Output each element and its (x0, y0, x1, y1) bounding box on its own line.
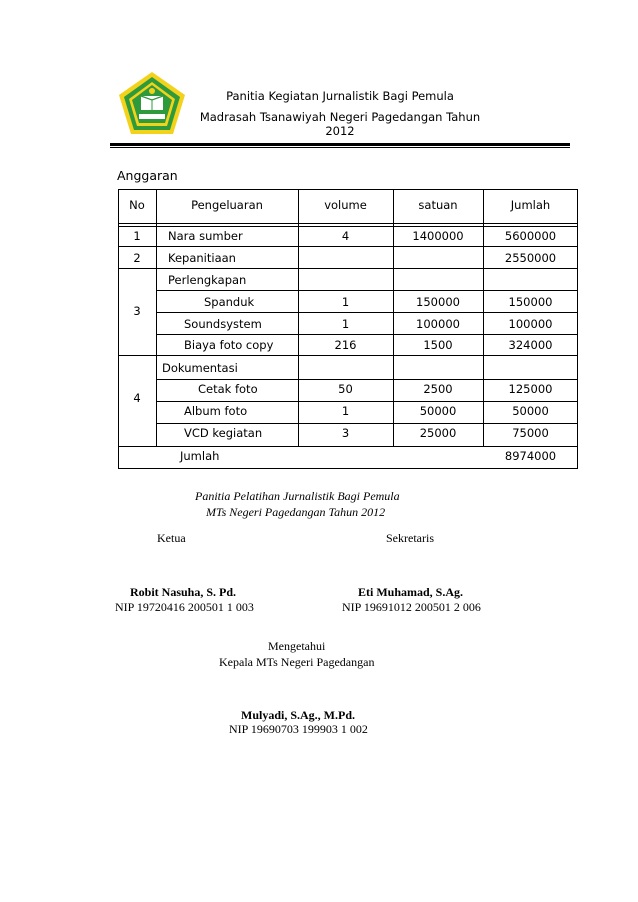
sekretaris-nip: NIP 19691012 200501 2 006 (342, 600, 481, 614)
ketua-name: Robit Nasuha, S. Pd. (130, 585, 237, 599)
row-line (156, 401, 578, 402)
group-label: Perlengkapan (168, 273, 247, 287)
header-volume: volume (324, 198, 367, 212)
table-row-satuan: 2500 (423, 382, 453, 396)
table-row-satuan: 150000 (416, 295, 460, 309)
table-row-jumlah: 125000 (508, 382, 553, 396)
table-row-item: Spanduk (204, 295, 255, 309)
table-row-satuan: 25000 (419, 426, 457, 440)
row-line (156, 379, 578, 380)
table-border-top (118, 189, 578, 190)
header-subtitle: Madrasah Tsanawiyah Negeri Pagedangan Tahun 2012 (199, 110, 481, 138)
col-divider-no (156, 189, 157, 447)
row-line (118, 246, 578, 247)
group-no: 3 (133, 304, 141, 318)
header-satuan: satuan (418, 198, 458, 212)
kepala-nip: NIP 19690703 199903 1 002 (229, 722, 368, 736)
header-rule-thin (110, 147, 570, 148)
row-line (156, 312, 578, 313)
header-divider-2 (118, 226, 578, 227)
table-row-item: Nara sumber (168, 229, 243, 243)
kepala-name: Mulyadi, S.Ag., M.Pd. (241, 708, 356, 722)
total-value: 8974000 (504, 449, 557, 463)
header-title: Panitia Kegiatan Jurnalistik Bagi Pemula (226, 89, 454, 103)
ketua-nip: NIP 19720416 200501 1 003 (115, 600, 254, 614)
header-no: No (129, 198, 145, 212)
table-row-volume: 1 (341, 295, 350, 309)
table-row-satuan: 1500 (423, 338, 453, 352)
table-row-jumlah: 75000 (512, 426, 549, 440)
table-row-satuan: 100000 (416, 317, 460, 331)
budget-table (118, 189, 578, 469)
row-line (156, 290, 578, 291)
row-line (118, 268, 578, 269)
table-row-volume: 50 (338, 382, 353, 396)
committee-line2: MTs Negeri Pagedangan Tahun 2012 (206, 505, 386, 519)
row-line (156, 423, 578, 424)
ketua-role: Ketua (157, 531, 186, 545)
table-row-jumlah: 324000 (508, 338, 553, 352)
table-row-jumlah: 100000 (508, 317, 553, 331)
group-no: 4 (133, 391, 141, 405)
mengetahui-label: Mengetahui (268, 639, 326, 653)
table-border-bottom (118, 468, 578, 469)
table-row-satuan: 1400000 (412, 229, 464, 243)
table-row-item: Biaya foto copy (184, 338, 274, 352)
row-line (118, 446, 578, 447)
table-row-item: Soundsystem (184, 317, 262, 331)
table-row-item: Album foto (184, 404, 248, 418)
section-title: Anggaran (117, 168, 178, 183)
table-row-jumlah: 5600000 (504, 229, 557, 243)
kepala-title: Kepala MTs Negeri Pagedangan (219, 655, 375, 669)
table-row-volume: 3 (341, 426, 350, 440)
table-row-no: 2 (133, 251, 141, 265)
table-row-volume: 4 (341, 229, 350, 243)
header-divider (118, 223, 578, 224)
table-row-satuan: 50000 (419, 404, 457, 418)
row-line (156, 334, 578, 335)
header-pengeluaran: Pengeluaran (191, 198, 263, 212)
table-row-no: 1 (133, 229, 141, 243)
sekretaris-role: Sekretaris (386, 531, 434, 545)
row-line (118, 355, 578, 356)
table-row-volume: 1 (341, 404, 350, 418)
total-label: Jumlah (180, 449, 220, 463)
table-row-jumlah: 50000 (512, 404, 549, 418)
table-row-volume: 216 (334, 338, 357, 352)
committee-line1: Panitia Pelatihan Jurnalistik Bagi Pemula (195, 489, 400, 503)
sekretaris-name: Eti Muhamad, S.Ag. (358, 585, 464, 599)
table-row-jumlah: 2550000 (504, 251, 557, 265)
header-rule-thick (110, 143, 570, 146)
table-row-item: Cetak foto (198, 382, 258, 396)
header-jumlah: Jumlah (510, 198, 551, 212)
table-row-jumlah: 150000 (508, 295, 553, 309)
group-label: Dokumentasi (162, 361, 238, 375)
table-row-volume: 1 (341, 317, 350, 331)
kemenag-emblem-icon (117, 70, 187, 136)
table-row-item: VCD kegiatan (184, 426, 263, 440)
table-row-item: Kepanitiaan (168, 251, 236, 265)
